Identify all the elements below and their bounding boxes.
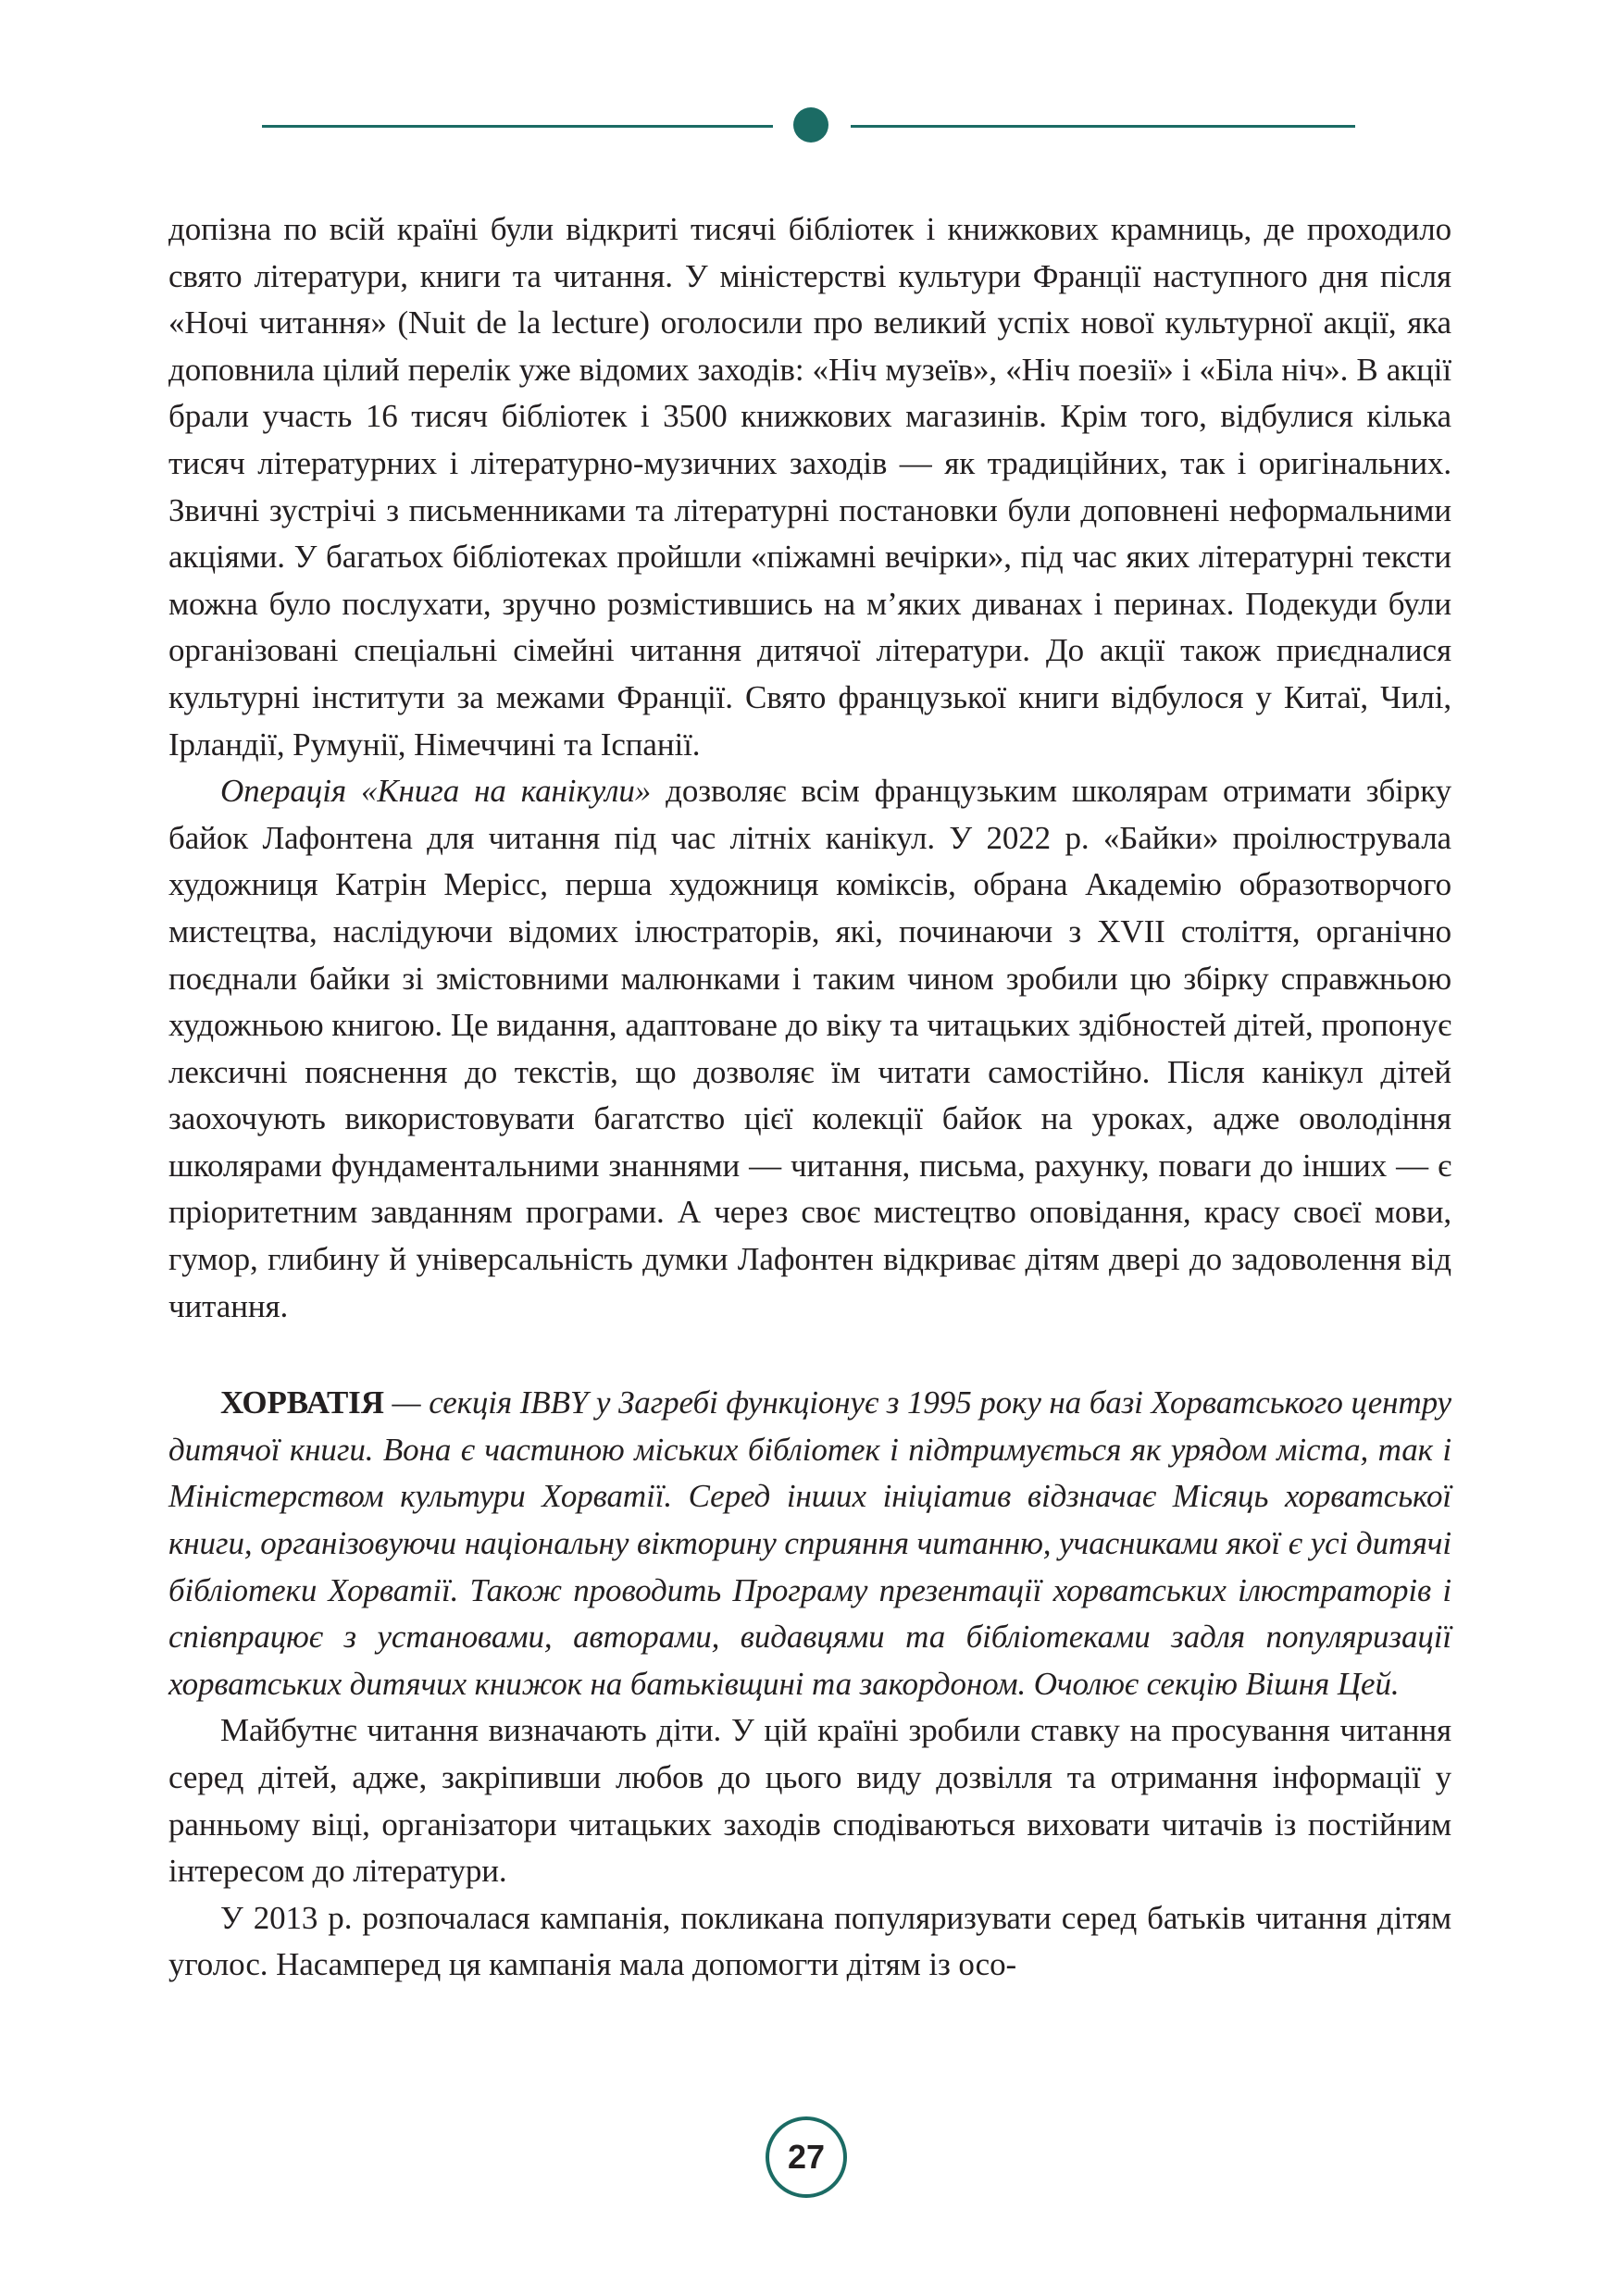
ornament-dot: [793, 107, 828, 143]
header-ornament: [0, 107, 1619, 144]
ornament-line-left: [262, 125, 773, 128]
section-gap: [168, 1330, 1451, 1380]
paragraph-future-reading: Майбутнє читання визначають діти. У цій країні зробили ставку на просування читання серед дітей, адже, закріпивши любов до цього виду дозвілля та отримання інформації у ранньому віці, організатори читацьких заходів сподіваються виховати читачів із постійним інтересом до літератури.: [168, 1712, 1451, 1890]
operation-title: Операція «Книга на канікули»: [220, 773, 652, 810]
paragraph-campaign-2013: У 2013 р. розпочалася кампанія, покликана популяризувати серед батьків читання дітям уголос. Насамперед ця кампанія мала допомогти дітям із осо-: [168, 1899, 1451, 1983]
page-content: [168, 206, 1451, 1989]
page-number: 27: [766, 2116, 847, 2198]
section-intro-text: — секція IBBY у Загребі функціонує з 1995 року на базі Хорватського центру дитячої книги. Вона є частиною міських бібліотек і підтримується як урядом міста, так і Міністерством культури Хорватії. Серед інших ініціатив відзначає Місяць хорватської книги, організовуючи національну вікторину сприяння читанню, учасниками якої є усі дитячі бібліотеки Хорватії. Також проводить Програму презентації хорватських ілюстраторів і співпрацює з установами, авторами, видавцями та бібліотеками задля популяризації хорватських дитячих книжок на батьківщині та закордоном. Очолює секцію Вішня Цей.: [168, 1384, 1451, 1702]
ornament-line-right: [851, 125, 1355, 128]
paragraph-book-on-holiday-text: дозволяє всім французьким школярам отримати збірку байок Лафонтена для читання під час літніх канікул. У 2022 р. «Байки» проілюструвала художниця Катрін Мерісс, перша художниця коміксів, обрана Академію образотворчого мистецтва, наслідуючи відомих ілюстраторів, які, починаючи з XVII століття, органічно поєднали байки зі змістовними малюнками і таким чином зробили цю збірку справжньою художньою книгою. Це видання, адаптоване до віку та читацьких здібностей дітей, пропонує лексичні пояснення до текстів, що дозволяє їм читати самостійно. Після канікул дітей заохочують використовувати багатство цієї колекції байок на уроках, адже оволодіння школярами фундаментальними знаннями — читання, письма, рахунку, поваги до інших — є пріоритетним завданням програми. А через своє мистецтво оповідання, красу своєї мови, гумор, глибину й універсальність думки Лафонтен відкриває дітям двері до задоволення від читання.: [168, 773, 1452, 1324]
section-intro-croatia: [168, 1380, 1451, 1707]
paragraph-france-night-of-reading: допізна по всій країні були відкриті тисячі бібліотек і книжкових крамниць, де проходило свято літератури, книги та читання. У міністерстві культури Франції наступного дня після «Ночі читання» (Nuit de la lecture) оголосили про великий успіх нової культурної акції, яка доповнила цілий перелік уже відомих заходів: «Ніч музеїв», «Ніч поезії» і «Біла ніч». В акції брали участь 16 тисяч бібліотек і 3500 книжкових магазинів. Крім того, відбулися кілька тисяч літературних і літературно-музичних заходів — як традиційних, так і оригінальних. Звичні зустрічі з письменниками та літературні постановки були доповнені неформальними акціями. У багатьох бібліотеках пройшли «піжамні вечірки», під час яких літературні тексти можна було послухати, зручно розмістившись на м’яких диванах і перинах. Подекуди були організовані спеціальні сімейні читання дитячої літератури. До акції також приєдналися культурні інститути за межами Франції. Свято французької книги відбулося у Китаї, Чилі, Ірландії, Румунії, Німеччині та Іспанії.: [168, 211, 1451, 763]
section-heading-croatia: ХОРВАТІЯ: [220, 1384, 384, 1421]
paragraph-book-on-holiday: [168, 768, 1451, 1330]
